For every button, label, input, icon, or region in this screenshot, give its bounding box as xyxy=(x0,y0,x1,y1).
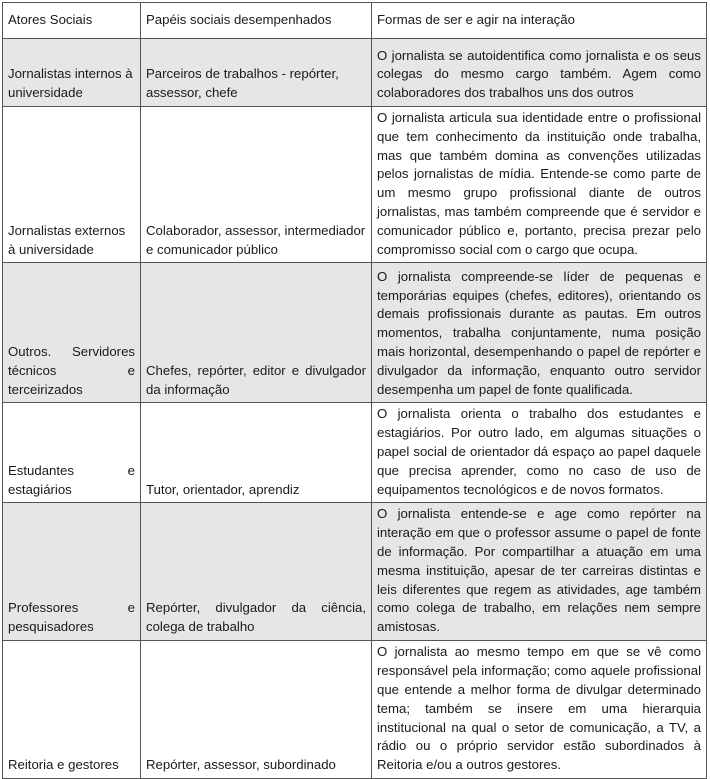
roles-cell: Tutor, orientador, aprendiz xyxy=(141,403,372,503)
header-ways: Formas de ser e agir na interação xyxy=(372,3,707,39)
table-row xyxy=(3,263,707,403)
table-row xyxy=(3,403,707,503)
ways-cell: O jornalista se autoidentifica como jornalista e os seus colegas do mesmo cargo também. Agem como colaboradores dos trabalhos uns dos outros xyxy=(372,39,707,107)
actor-cell: Outros. Servidores técnicos e terceirizados xyxy=(3,263,141,403)
ways-cell: O jornalista ao mesmo tempo em que se vê como responsável pela informação; como aquele profissional que entende a melhor forma de divulgar determinado tema; também se insere em uma hierarquia institucional na qual o setor de comunicação, a TV, a rádio ou o próprio servidor estão subordinados à Reitoria e/ou a outros gestores. xyxy=(372,640,707,778)
ways-cell: O jornalista orienta o trabalho dos estudantes e estagiários. Por outro lado, em algumas situações o papel social de orientador dá espaço ao papel daquele que precisa aprender, como no caso de uso de equipamentos tecnológicos e de novos formatos. xyxy=(372,403,707,503)
actor-cell: Professores e pesquisadores xyxy=(3,503,141,641)
ways-cell: O jornalista compreende-se líder de pequenas e temporárias equipes (chefes, editores), orientando os demais profissionais durante as pautas. Em outros momentos, trabalha conjuntamente, numa posição mais horizontal, desempenhando o papel de repórter e divulgador da informação, enquanto outro servidor desempenha um papel de fonte qualificada. xyxy=(372,263,707,403)
actor-cell: Estudantes e estagiários xyxy=(3,403,141,503)
roles-cell: Parceiros de trabalhos - repórter, assessor, chefe xyxy=(141,39,372,107)
actor-cell: Reitoria e gestores xyxy=(3,640,141,778)
table-row xyxy=(3,640,707,778)
roles-cell: Repórter, assessor, subordinado xyxy=(141,640,372,778)
roles-cell: Repórter, divulgador da ciência, colega de trabalho xyxy=(141,503,372,641)
actor-cell: Jornalistas internos à universidade xyxy=(3,39,141,107)
header-actors: Atores Sociais xyxy=(3,3,141,39)
ways-cell: O jornalista entende-se e age como repórter na interação em que o professor assume o papel de fonte de informação. Por compartilhar a atuação em uma mesma instituição, apesar de ter carreiras distintas e leis diferentes que regem as atividades, age também como colega de trabalho, em relações nem sempre amistosas. xyxy=(372,503,707,641)
roles-cell: Colaborador, assessor, intermediador e comunicador público xyxy=(141,107,372,263)
header-row xyxy=(3,3,707,39)
ways-cell: O jornalista articula sua identidade entre o profissional que tem conhecimento da instituição onde trabalha, mas que também domina as convenções utilizadas pelos jornalistas de mídia. Entende-se como parte de um mesmo grupo profissional diante de outros jornalistas, mas também compreende que é servidor e comunicador público e, portanto, precisa prezar pelo compromisso social com o cargo que ocupa. xyxy=(372,107,707,263)
header-roles: Papéis sociais desempenhados xyxy=(141,3,372,39)
social-actors-table xyxy=(2,2,707,779)
actor-cell: Jornalistas externos à universidade xyxy=(3,107,141,263)
roles-cell: Chefes, repórter, editor e divulgador da informação xyxy=(141,263,372,403)
table-row xyxy=(3,503,707,641)
table-row xyxy=(3,107,707,263)
table-row xyxy=(3,39,707,107)
